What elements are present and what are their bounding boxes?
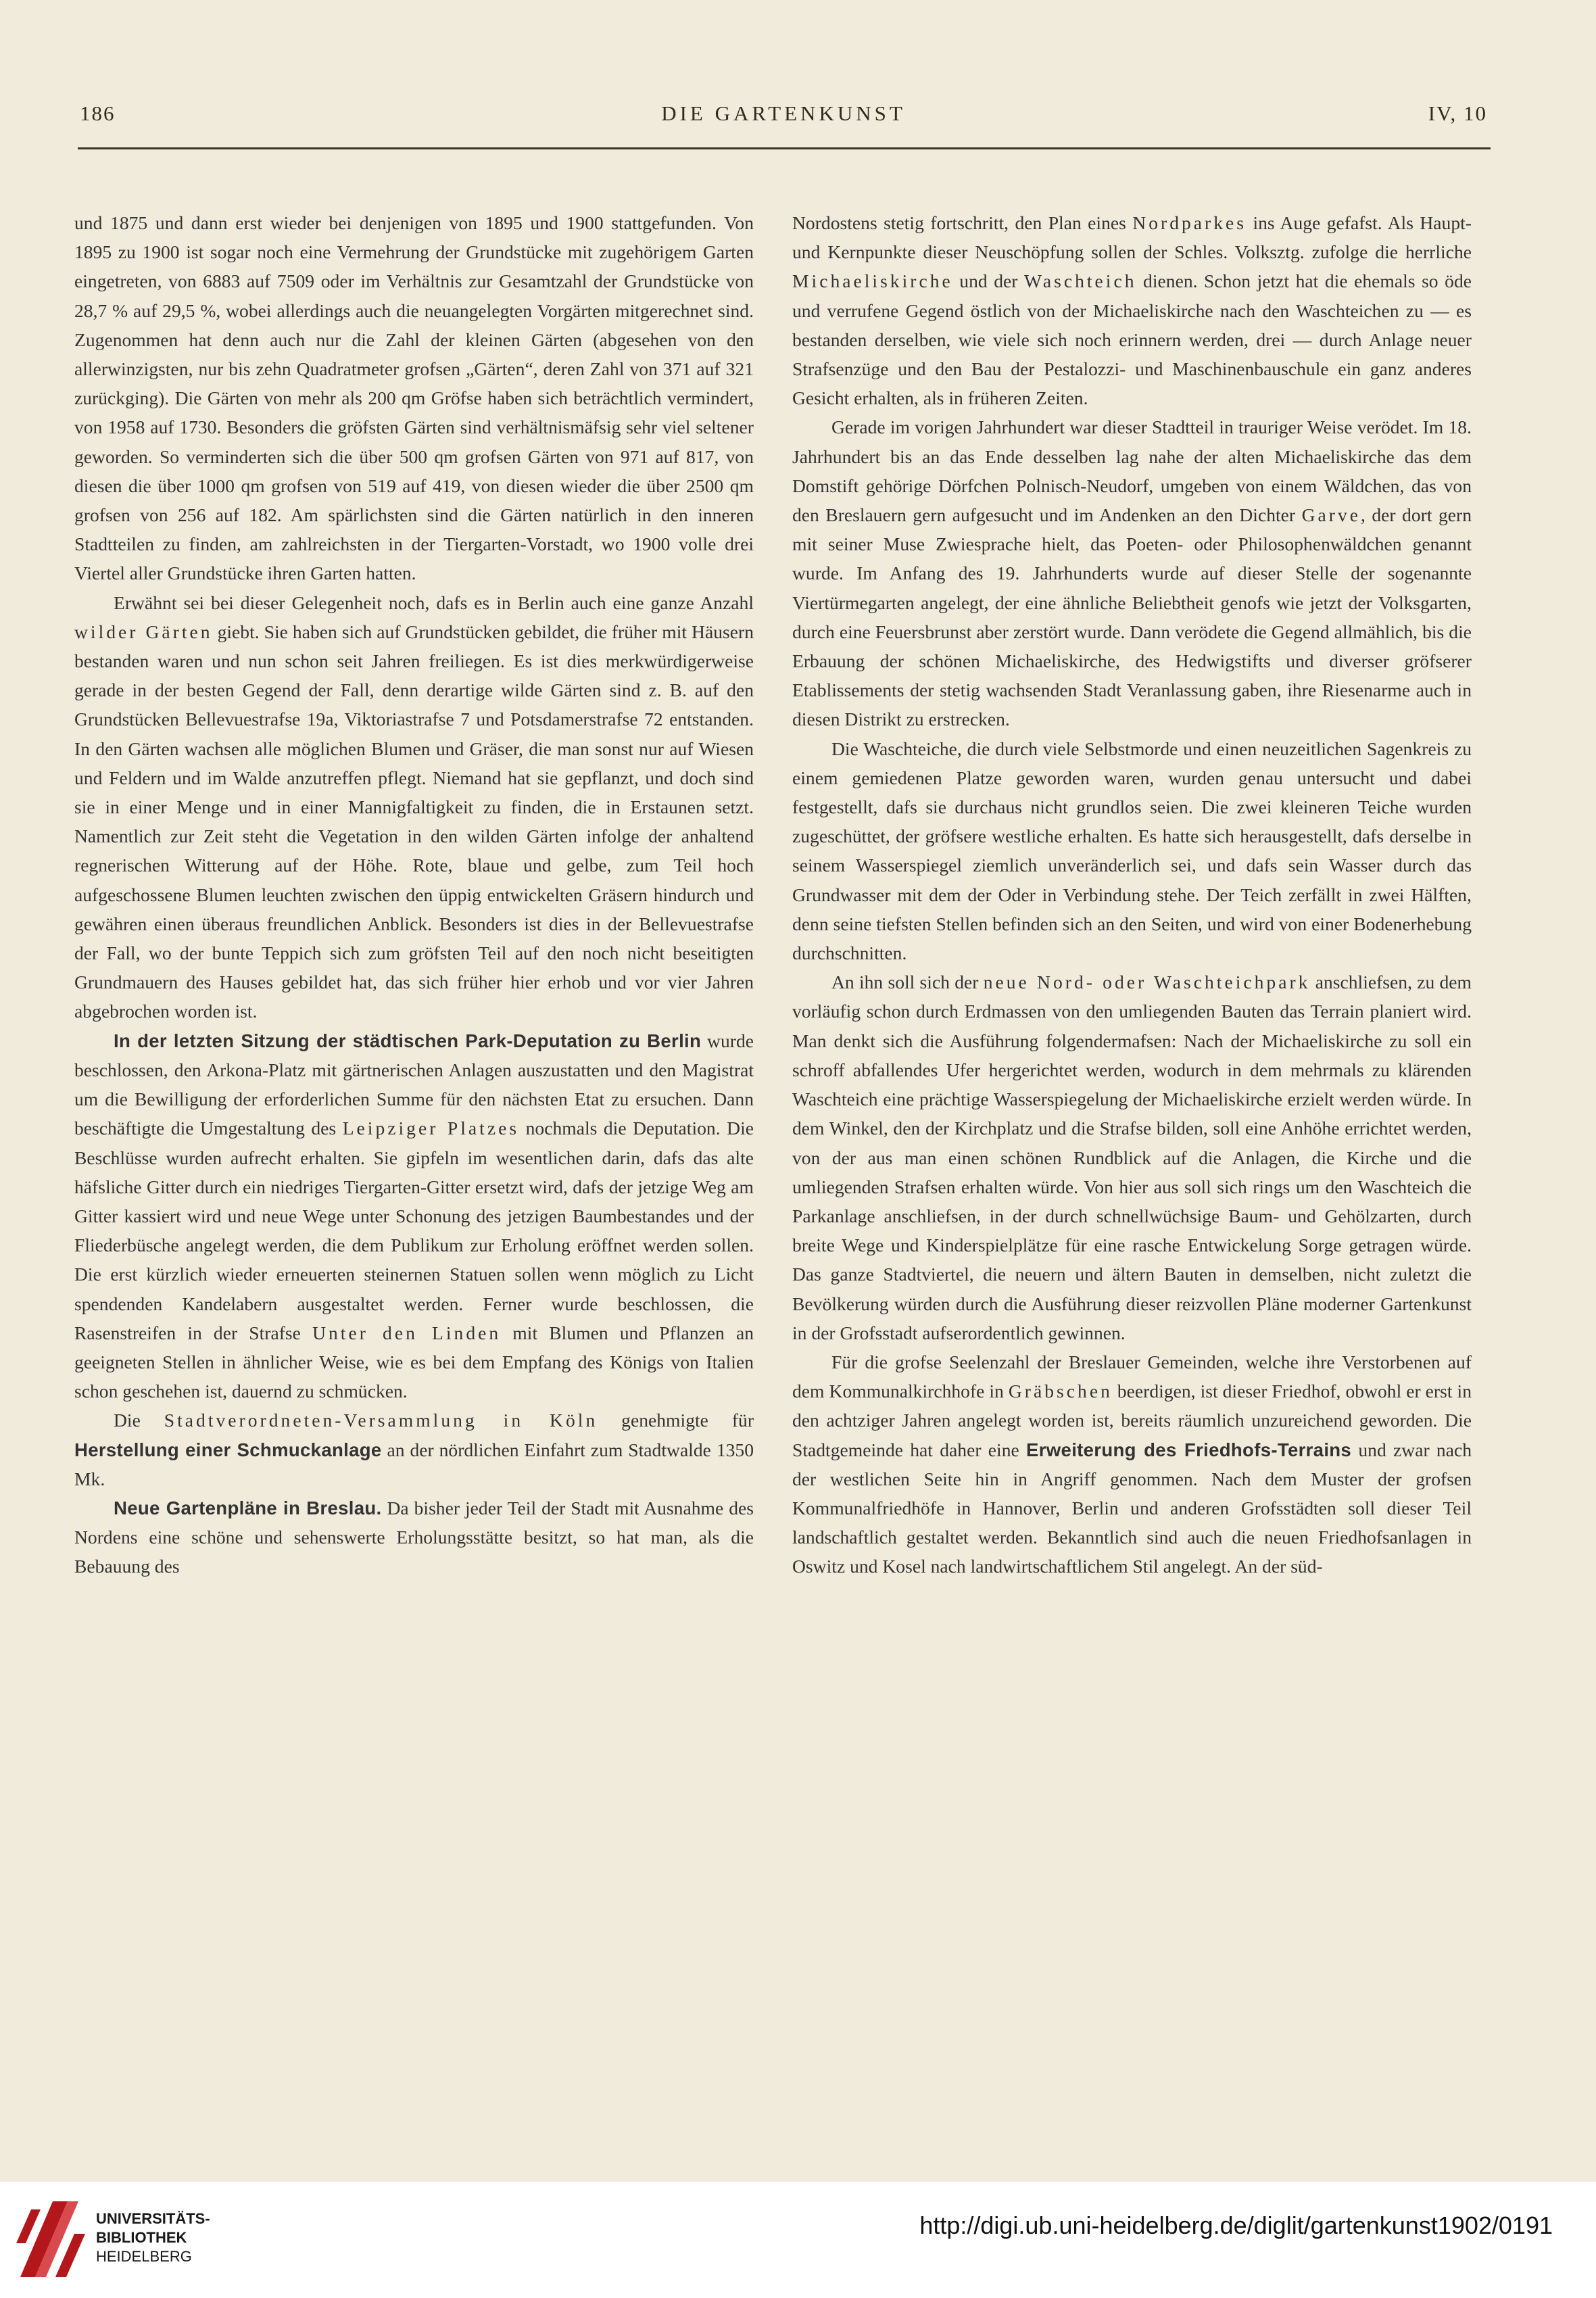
digitization-footer — [0, 2182, 1596, 2298]
text-run: Gerade im vorigen Jahrhundert war dieser Stadtteil in trauriger Weise verödet. Im 18. Jahrhundert bis an das Ende desselben lag nahe der alten Michaeliskirche das dem Domstift gehörige Dörfchen Polnisch-Neudorf, umgeben von einem Wäldchen, das von den Breslauern gern aufgesucht und im Andenken an den Dichter — [792, 416, 1472, 526]
spaced-emphasis-run: Waschteich — [1024, 270, 1137, 292]
bold-heading-run: Erweiterung des Friedhofs-Terrains — [1026, 1439, 1352, 1460]
header-rule — [78, 147, 1491, 149]
spaced-emphasis-run: Nordparkes — [1132, 212, 1247, 233]
library-logo-icon — [15, 2196, 87, 2281]
bold-heading-run: Neue Gartenpläne in Breslau. — [114, 1497, 382, 1518]
spaced-emphasis-run: Unter den Linden — [312, 1322, 502, 1343]
journal-title: DIE GARTENKUNST — [661, 101, 906, 125]
spaced-emphasis-run: Garve — [1301, 504, 1361, 526]
source-url-link[interactable]: http://digi.ub.uni-heidelberg.de/diglit/gartenkunst1902/0191 — [919, 2211, 1553, 2239]
spaced-emphasis-run: Stadtverordneten-Versammlung in Köln — [164, 1410, 598, 1431]
spaced-emphasis-run: Leipziger Platzes — [342, 1118, 520, 1139]
text-run: an der nördlichen Einfahrt zum Stadtwalde 1350 Mk. — [74, 1439, 754, 1489]
page-number: 186 — [80, 101, 116, 125]
paragraph — [792, 208, 1472, 412]
paragraph — [74, 1406, 754, 1493]
bold-heading-run: Herstellung einer Schmuckanlage — [74, 1439, 382, 1460]
text-run: Die Waschteiche, die durch viele Selbstmorde und einen neuzeitlichen Sagenkreis zu einem gemiedenen Platze geworden waren, wurden genau untersucht und dabei festgestellt, dafs sie durchaus nicht grundlos seien. Die zwei kleineren Teiche wurden zugeschüttet, der gröfsere westliche erhalten. Es hatte sich herausgestellt, dafs derselbe in seinem Wasserspiegel ziemlich unveränderlich sei, und dafs sein Wasser durch das Grundwasser mit dem der Oder in Verbindung stehe. Der Teich zerfällt in zwei Hälften, denn seine tiefsten Stellen befinden sich an den Seiten, und wird von einer Bodenerhebung durchschnitten. — [792, 738, 1472, 964]
paragraph — [74, 1493, 754, 1581]
spaced-emphasis-run: Gräbschen — [1008, 1381, 1113, 1402]
bold-heading-run: In der letzten Sitzung der städtischen Park-Deputation zu Berlin — [114, 1030, 702, 1051]
paragraph — [792, 967, 1472, 1347]
paragraph — [792, 734, 1472, 968]
text-run: An ihn soll sich der — [831, 972, 984, 993]
text-run: anschliefsen, zu dem vorläufig schon durch Erdmassen von den umliegenden Bauten das Terrain planiert wird. Man denkt sich die Ausführung folgendermafsen: Nach der Michaeliskirche zu soll ein schroff abfallendes Ufer hergerichtet werden, wodurch in dem mehrmals zu klärenden Waschteich eine prächtige Wasserspiegelung der Michaeliskirche erzielt werden würde. In dem Winkel, den der Kirchplatz und die Strafse bilden, soll eine Anhöhe errichtet werden, von der aus man einen schönen Rundblick auf die Anlagen, die Kirche und die umliegenden Strafsen erhalten würde. Von hier aus soll sich rings um den Waschteich die Parkanlage anschliefsen, in der durch schnellwüchsige Baum- und Gehölzarten, durch breite Wege und Kinderspielplätze für eine rasche Entwickelung Sorge getragen würde. Das ganze Stadtviertel, die neuern und ältern Bauten in demselben, nicht zuletzt die Bevölkerung würden durch die Ausführung dieser reizvollen Pläne moderner Gartenkunst in der Grofsstadt aufserordentlich gewinnen. — [792, 972, 1472, 1343]
right-text-column — [792, 208, 1472, 1581]
text-run: ins Auge gefafst. Als Haupt- und Kernpunkte dieser Neuschöpfung sollen der Schles. Volksztg. zufolge die herrliche — [792, 212, 1472, 263]
text-run: Erwähnt sei bei dieser Gelegenheit noch, dafs es in Berlin auch eine ganze Anzahl — [114, 592, 754, 613]
text-run: Für die grofse Seelenzahl der Breslauer Gemeinden, welche ihre Verstorbenen auf dem Kommunalkirchhofe in — [792, 1351, 1472, 1402]
text-run: nochmals die Deputation. Die Beschlüsse wurden aufrecht erhalten. Sie gipfeln im wesentlichen darin, dafs das alte häfsliche Gitter durch ein niedriges Tiergarten-Gitter ersetzt wird, dafs der jetzige Weg am Gitter kassiert wird und neue Wege unter Schonung des jetzigen Baumbestandes und der Fliederbüsche angelegt werden, die dem Publikum zur Erholung eröffnet werden sollen. Die erst kürzlich wieder erneuerten steinernen Statuen sollen wenn möglich zu Licht spendenden Kandelabern ausgestaltet werden. Ferner wurde beschlossen, die Rasenstreifen in der Strafse — [74, 1118, 754, 1343]
spaced-emphasis-run: wilder Gärten — [74, 621, 213, 642]
paragraph — [792, 412, 1472, 734]
spaced-emphasis-run: Michaeliskirche — [792, 270, 953, 292]
text-run: mit Blumen und Pflanzen an geeigneten Stellen in ähnlicher Weise, wie es bei dem Empfang des Königs von Italien schon geschehen ist, dauernd zu schmücken. — [74, 1322, 754, 1402]
paragraph — [74, 208, 754, 588]
running-head — [80, 101, 1487, 135]
text-run: giebt. Sie haben sich auf Grundstücken gebildet, die früher mit Häusern bestanden waren und nun schon seit Jahren freiliegen. Es ist dies merkwürdigerweise gerade in der besten Gegend der Fall, denn derartige wilde Gärten sind z. B. auf den Grundstücken Bellevuestrafse 19a, Viktoriastrafse 7 und Potsdamerstrafse 72 entstanden. In den Gärten wachsen alle möglichen Blumen und Gräser, die man sonst nur auf Wiesen und Feldern und im Walde anzutreffen pflegt. Niemand hat sie gepflanzt, und doch sind sie in einer Menge und in einer Mannigfaltigkeit zu finden, die in Erstaunen setzt. Namentlich zur Zeit steht die Vegetation in den wilden Gärten infolge der anhaltend regnerischen Witterung auf der Höhe. Rote, blaue und gelbe, zum Teil hoch aufgeschossene Blumen leuchten zwischen den üppig entwickelten Gräsern hindurch und gewähren einen überaus freundlichen Anblick. Besonders ist dies in der Bellevuestrafse der Fall, wo der bunte Teppich sich zum gröfsten Teil auf den noch nicht beseitigten Grundmauern des Hauses gebildet hat, das sich früher hier erhob und vor vier Jahren abgebrochen worden ist. — [74, 621, 754, 1022]
text-run: genehmigte für — [598, 1410, 754, 1431]
spaced-emphasis-run: neue Nord- oder Waschteichpark — [983, 972, 1311, 993]
left-text-column — [74, 208, 754, 1581]
paragraph — [792, 1347, 1472, 1581]
text-run: beerdigen, ist dieser Friedhof, obwohl er erst in den achtziger Jahren angelegt worden ist, bereits räumlich unzureichend geworden. Die Stadtgemeinde hat daher eine — [792, 1381, 1472, 1460]
text-run: , der dort gern mit seiner Muse Zwiesprache hielt, das Poeten- oder Philosophenwäldchen genannt wurde. Im Anfang des 19. Jahrhunderts wurde auf dieser Stelle der sogenannte Viertürmegarten angelegt, der eine ähnliche Beliebtheit genofs wie jetzt der Volksgarten, durch eine Feuersbrunst aber zerstört wurde. Dann verödete die Gegend allmählich, bis die Erbauung der schönen Michaeliskirche, des Hedwigstifts und diverser gröfserer Etablissements der stetig wachsenden Stadt Veranlassung gaben, ihre Riesenarme auch in diesen Distrikt zu erstrecken. — [792, 504, 1472, 730]
text-run: und zwar nach der westlichen Seite hin in Angriff genommen. Nach dem Muster der grofsen Kommunalfriedhöfe in Hannover, Berlin und anderen Grofsstädten soll dieser Teil landschaftlich gestaltet werden. Bekanntlich sind auch die neuen Friedhofsanlagen in Oswitz und Kosel nach landwirtschaftlichem Stil angelegt. An der süd- — [792, 1439, 1472, 1577]
text-run: Da bisher jeder Teil der Stadt mit Ausnahme des Nordens eine schöne und sehenswerte Erholungsstätte besitzt, so hat man, als die Bebauung des — [74, 1497, 754, 1577]
text-run: Die — [114, 1410, 164, 1431]
text-run: dienen. Schon jetzt hat die ehemals so öde und verrufene Gegend östlich von der Michaeliskirche nach den Waschteichen zu — es bestanden derselben, wie viele sich noch erinnern werden, drei — durch Anlage neuer Strafsenzüge und den Bau der Pestalozzi- und Maschinenbauschule ein ganz anderes Gesicht erhalten, als in früheren Zeiten. — [792, 270, 1472, 409]
paragraph — [74, 588, 754, 1026]
text-run: wurde beschlossen, den Arkona-Platz mit gärtnerischen Anlagen auszustatten und den Magistrat um die Bewilligung der erforderlichen Summe für den nächsten Etat zu ersuchen. Dann beschäftigte die Umgestaltung des — [74, 1030, 754, 1139]
text-run: und 1875 und dann erst wieder bei denjenigen von 1895 und 1900 stattgefunden. Von 1895 zu 1900 ist sogar noch eine Vermehrung der Grundstücke mit zugehörigem Garten eingetreten, von 6883 auf 7509 oder im Verhältnis zur Gesamtzahl der Grundstücke von 28,7 % auf 29,5 %, wobei allerdings auch die neuangelegten Vorgärten mitgerechnet sind. Zugenommen hat denn auch nur die Zahl der kleinen Gärten (abgesehen von den allerwinzigsten, nur bis zehn Quadratmeter grofsen „Gärten“, deren Zahl von 371 auf 321 zurückging). Die Gärten von mehr als 200 qm Gröfse haben sich beträchtlich vermindert, von 1958 auf 1730. Besonders die gröfsten Gärten sind verhältnismäfsig sehr viel seltener geworden. So verminderten sich die über 500 qm grofsen Gärten von 971 auf 817, von diesen die über 1000 qm grofsen von 519 auf 419, von diesen wieder die über 2500 qm grofsen von 256 auf 182. Am spärlichsten sind die Gärten natürlich in den inneren Stadtteilen zu finden, am zahlreichsten in der Tiergarten-Vorstadt, wo 1900 volle drei Viertel aller Grundstücke ihren Garten hatten. — [74, 212, 754, 584]
text-run: und der — [952, 270, 1025, 292]
paragraph — [74, 1026, 754, 1406]
text-run: Nordostens stetig fortschritt, den Plan eines — [792, 212, 1133, 233]
issue-number: IV, 10 — [1428, 101, 1487, 125]
library-name: UNIVERSITÄTS- BIBLIOTHEK HEIDELBERG — [96, 2210, 210, 2265]
